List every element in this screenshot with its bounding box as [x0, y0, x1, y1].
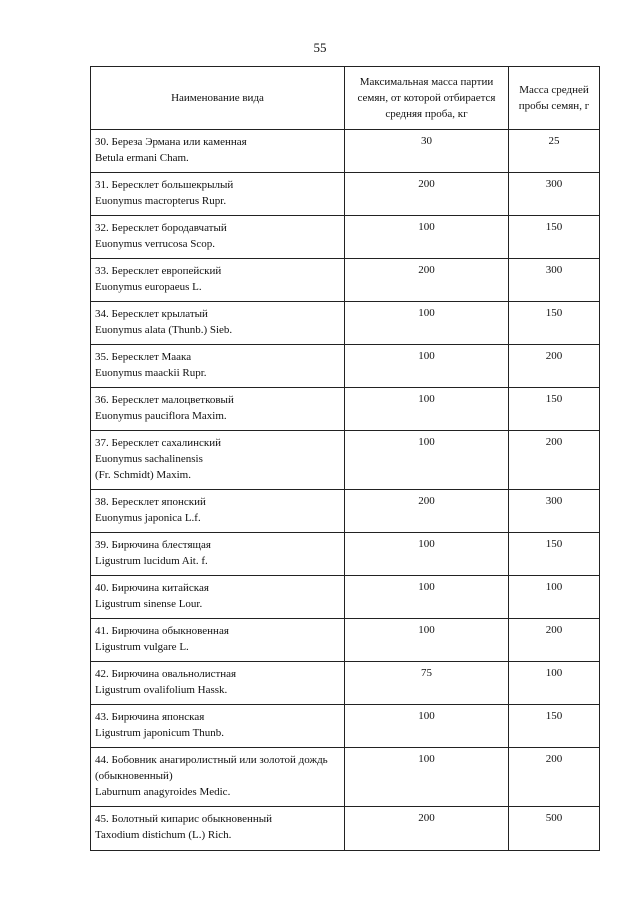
page-number: 55: [313, 40, 327, 55]
sample-mass-cell: 300: [509, 259, 600, 302]
table-row: [91, 748, 600, 807]
table-row: [91, 302, 600, 345]
species-latin-name: Euonymus sachalinensis: [95, 453, 203, 465]
max-lot-mass-cell: 100: [345, 619, 509, 662]
species-name-cell: [91, 748, 345, 807]
table-row: [91, 705, 600, 748]
table-row: [91, 490, 600, 533]
species-common-name: 44. Бобовник анагиролистный или золотой дождь: [95, 754, 328, 766]
species-common-name: 33. Бересклет европейский: [95, 265, 222, 277]
max-lot-mass-cell: 75: [345, 662, 509, 705]
species-name-cell: [91, 807, 345, 851]
species-common-name: 39. Бирючина блестящая: [95, 539, 211, 551]
species-name-cell: [91, 431, 345, 490]
table-row: [91, 576, 600, 619]
species-latin-name: Ligustrum lucidum Ait. f.: [95, 555, 208, 567]
table-row: [91, 807, 600, 851]
species-common-name: 45. Болотный кипарис обыкновенный: [95, 813, 273, 825]
sample-mass-cell: 200: [509, 345, 600, 388]
species-latin-name: Ligustrum vulgare L.: [95, 641, 189, 653]
species-latin-name: Laburnum anagyroides Medic.: [95, 786, 231, 798]
species-name-cell: [91, 490, 345, 533]
species-common-name: 42. Бирючина овальнолистная: [95, 668, 237, 680]
table-row: [91, 662, 600, 705]
species-name-cell: [91, 619, 345, 662]
header-sample-mass: Масса средней пробы семян, г: [509, 67, 600, 130]
species-latin-name: Ligustrum japonicum Thunb.: [95, 727, 225, 739]
species-common-name: 41. Бирючина обыкновенная: [95, 625, 229, 637]
species-latin-name: Euonymus macropterus Rupr.: [95, 195, 227, 207]
max-lot-mass-cell: 200: [345, 807, 509, 851]
table-row: [91, 216, 600, 259]
sample-mass-cell: 25: [509, 130, 600, 173]
header-species-name: Наименование вида: [91, 67, 345, 130]
table-row: [91, 388, 600, 431]
max-lot-mass-cell: 100: [345, 705, 509, 748]
species-common-name: 43. Бирючина японская: [95, 711, 205, 723]
sample-mass-cell: 150: [509, 302, 600, 345]
max-lot-mass-cell: 100: [345, 388, 509, 431]
sample-mass-cell: 100: [509, 662, 600, 705]
max-lot-mass-cell: 100: [345, 748, 509, 807]
sample-mass-cell: 100: [509, 576, 600, 619]
species-common-name: 31. Бересклет большекрылый: [95, 179, 234, 191]
species-latin-name: Euonymus pauciflora Maxim.: [95, 410, 227, 422]
species-name-cell: [91, 388, 345, 431]
table-row: [91, 345, 600, 388]
max-lot-mass-cell: 100: [345, 216, 509, 259]
sample-mass-cell: 150: [509, 388, 600, 431]
species-name-cell: [91, 216, 345, 259]
table-header-row: [91, 67, 600, 130]
species-latin-name: Betula ermani Cham.: [95, 152, 189, 164]
sample-mass-cell: 150: [509, 705, 600, 748]
sample-mass-cell: 300: [509, 173, 600, 216]
table-row: [91, 130, 600, 173]
species-common-name: 36. Бересклет малоцветковый: [95, 394, 234, 406]
max-lot-mass-cell: 100: [345, 345, 509, 388]
species-name-cell: [91, 130, 345, 173]
species-latin-name: Euonymus alata (Thunb.) Sieb.: [95, 324, 233, 336]
max-lot-mass-cell: 100: [345, 576, 509, 619]
table-row: [91, 173, 600, 216]
max-lot-mass-cell: 30: [345, 130, 509, 173]
table-body: [91, 130, 600, 851]
species-common-name: 40. Бирючина китайская: [95, 582, 209, 594]
max-lot-mass-cell: 100: [345, 302, 509, 345]
species-common-name: 37. Бересклет сахалинский: [95, 437, 222, 449]
species-name-cell: [91, 345, 345, 388]
max-lot-mass-cell: 200: [345, 490, 509, 533]
species-common-name: 35. Бересклет Маака: [95, 351, 192, 363]
sample-mass-cell: 150: [509, 216, 600, 259]
max-lot-mass-cell: 100: [345, 533, 509, 576]
species-latin-name: (Fr. Schmidt) Maxim.: [95, 469, 191, 481]
table-row: [91, 533, 600, 576]
max-lot-mass-cell: 100: [345, 431, 509, 490]
species-name-cell: [91, 705, 345, 748]
species-latin-name: Euonymus maackii Rupr.: [95, 367, 207, 379]
species-latin-name: Euonymus japonica L.f.: [95, 512, 201, 524]
species-common-name: 34. Бересклет крылатый: [95, 308, 208, 320]
sample-mass-cell: 200: [509, 431, 600, 490]
species-latin-name: Taxodium distichum (L.) Rich.: [95, 829, 232, 841]
sample-mass-cell: 300: [509, 490, 600, 533]
table-row: [91, 259, 600, 302]
species-common-name: 32. Бересклет бородавчатый: [95, 222, 227, 234]
sample-mass-cell: 500: [509, 807, 600, 851]
header-max-lot-mass: Максимальная масса партии семян, от которой отбирается средняя проба, кг: [345, 67, 509, 130]
sample-mass-cell: 150: [509, 533, 600, 576]
sample-mass-cell: 200: [509, 748, 600, 807]
species-latin-name: Euonymus verrucosa Scop.: [95, 238, 216, 250]
species-latin-name: Euonymus europaeus L.: [95, 281, 202, 293]
species-name-cell: [91, 662, 345, 705]
species-name-cell: [91, 173, 345, 216]
species-latin-name: Ligustrum sinense Lour.: [95, 598, 203, 610]
max-lot-mass-cell: 200: [345, 259, 509, 302]
species-name-cell: [91, 302, 345, 345]
species-name-cell: [91, 533, 345, 576]
species-latin-name: Ligustrum ovalifolium Hassk.: [95, 684, 228, 696]
species-name-cell: [91, 576, 345, 619]
sample-mass-cell: 200: [509, 619, 600, 662]
table-row: [91, 431, 600, 490]
species-common-name: 30. Береза Эрмана или каменная: [95, 136, 247, 148]
species-table: [90, 66, 600, 851]
species-common-name: 38. Бересклет японский: [95, 496, 206, 508]
species-name-cell: [91, 259, 345, 302]
table-row: [91, 619, 600, 662]
max-lot-mass-cell: 200: [345, 173, 509, 216]
species-latin-name: (обыкновенный): [95, 770, 173, 782]
